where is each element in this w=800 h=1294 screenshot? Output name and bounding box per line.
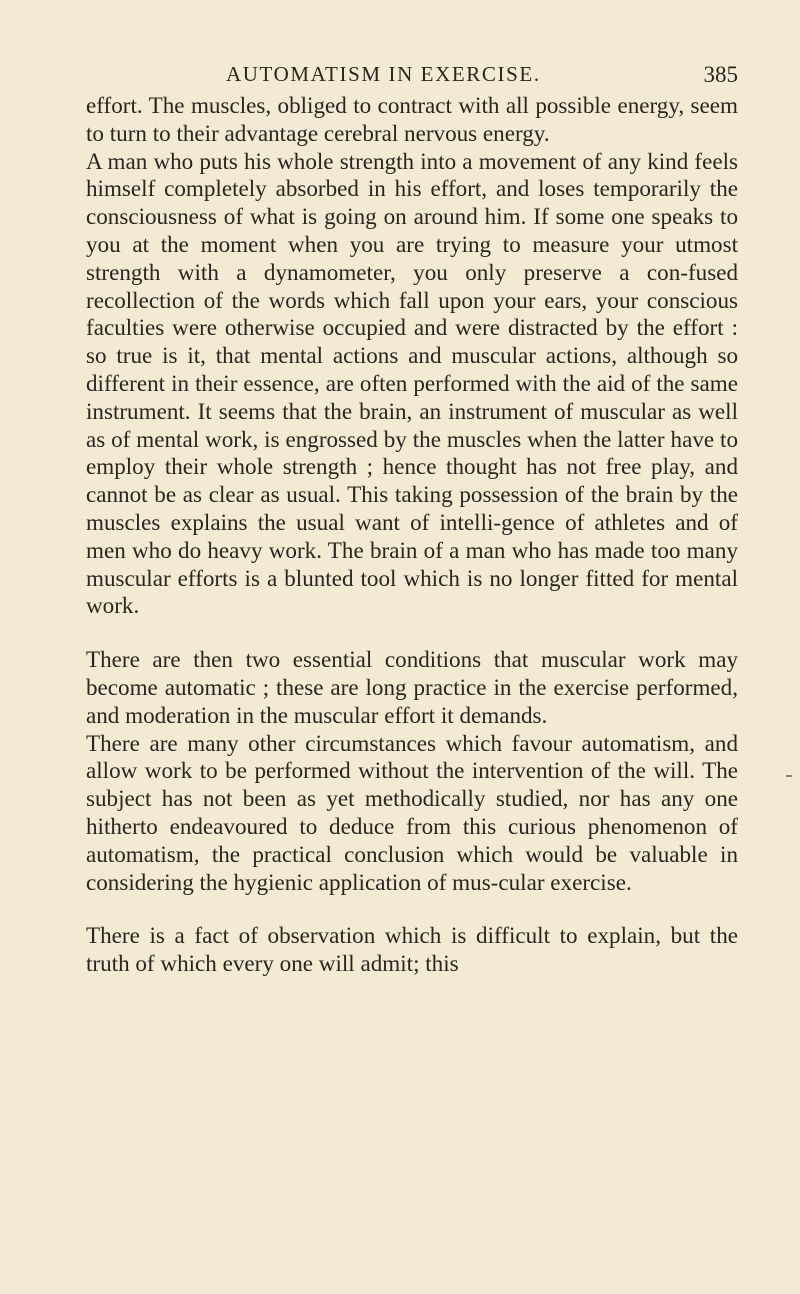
running-title: AUTOMATISM IN EXERCISE.: [226, 62, 541, 86]
paragraph: There are many other circumstances which favour automatism, and allow work to be performed without the intervention of the will. The subject has not been as yet methodically studied, nor has any one hitherto endeavoured to deduce from this curious phenomenon of automatism, the practical conclusion which would be valuable in considering the hygienic application of mus-cular exercise.: [86, 729, 738, 895]
paragraph: There are then two essential conditions that muscular work may become automatic ; these are long practice in the exercise performed, and moderation in the muscular effort it demands.: [86, 646, 738, 728]
margin-mark: [786, 775, 792, 777]
body-text: [86, 92, 738, 978]
paragraph: effort. The muscles, obliged to contract with all possible energy, seem to turn to their advantage cerebral nervous energy.: [86, 92, 738, 146]
paragraph: A man who puts his whole strength into a movement of any kind feels himself completely absorbed in his effort, and loses temporarily the consciousness of what is going on around him. If some one speaks to you at the moment when you are trying to measure your utmost strength with a dynamometer, you only preserve a con-fused recollection of the words which fall upon your ears, your conscious faculties were otherwise occupied and were distracted by the effort : so true is it, that mental actions and muscular actions, although so different in their essence, are often performed with the aid of the same instrument. It seems that the brain, an instrument of muscular as well as of mental work, is engrossed by the muscles when the latter have to employ their whole strength ; hence thought has not free play, and cannot be as clear as usual. This taking possession of the brain by the muscles explains the usual want of intelli-gence of athletes and of men who do heavy work. The brain of a man who has made too many muscular efforts is a blunted tool which is no longer fitted for mental work.: [86, 147, 738, 619]
running-header: [86, 58, 738, 92]
page-number: 385: [703, 62, 738, 87]
paragraph: There is a fact of observation which is difficult to explain, but the truth of which every one will admit; this: [86, 922, 738, 977]
